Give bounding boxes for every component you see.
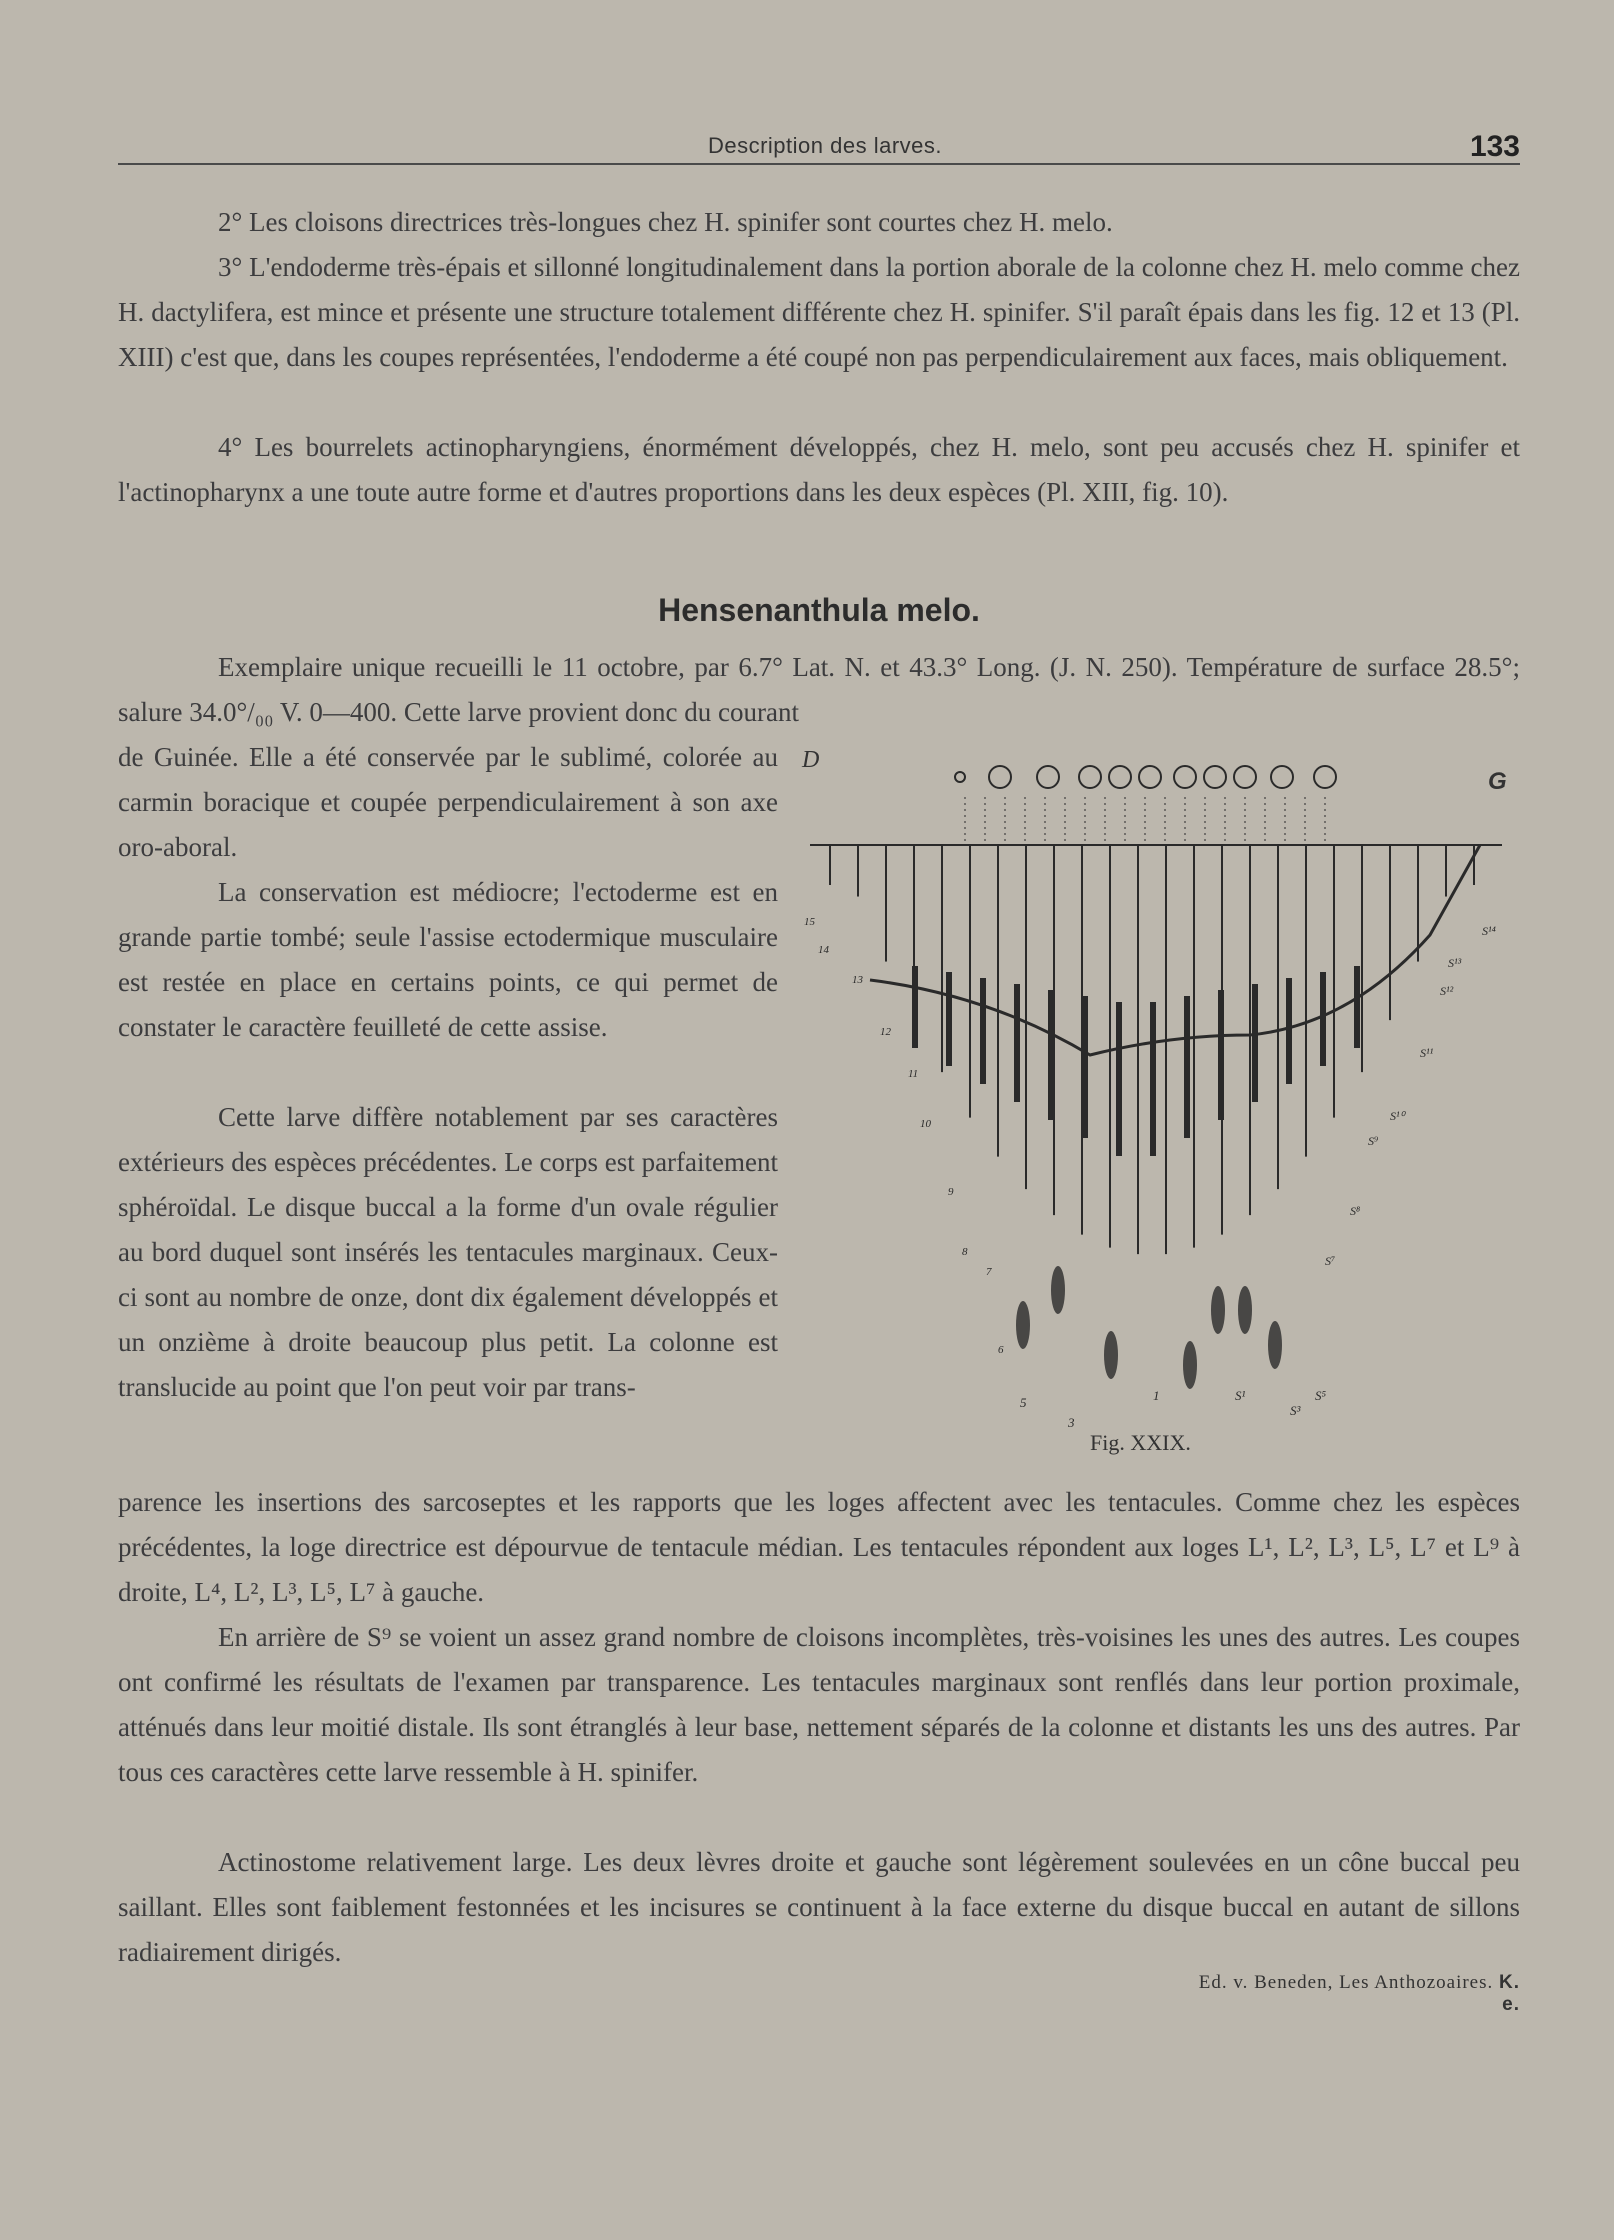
septum-label-bottom: S³	[1290, 1403, 1301, 1418]
septum-label-left: 7	[986, 1266, 992, 1278]
left-column-para-1: de Guinée. Elle a été conservée par le sublimé, colorée au carmin boracique et coupée perpendiculairement à son axe oro-aboral.	[118, 742, 778, 862]
tentacle-blob	[1183, 1341, 1197, 1389]
septum-label-left: 9	[948, 1186, 954, 1198]
septum-label-right: S¹²	[1440, 984, 1454, 998]
header-rule	[118, 163, 1520, 165]
tentacle-blob	[1104, 1331, 1118, 1379]
tentacle-circle	[1037, 766, 1059, 788]
left-column-para-3: Cette larve diffère notablement par ses caractères extérieurs des espèces précédentes. Le corps est parfaitement sphéroïdal. Le disque buccal a la forme d'un ovale régulier au bord duquel sont insérés les tentacules marginaux. Ceux-ci sont au nombre de onze, dont dix également développés et un onzième à droite beaucoup plus petit. La colonne est translucide au point que l'on peut voir par trans-	[118, 1102, 778, 1402]
septum-label-left: 13	[852, 974, 863, 986]
tentacle-blob	[1238, 1286, 1252, 1334]
specimen-paragraph: Exemplaire unique recueilli le 11 octobre, par 6.7° Lat. N. et 43.3° Long. (J. N. 250). Température de surface 28.5°; salure 34.0°/₀₀ V. 0—400. Cette larve provient donc du courant	[118, 652, 1520, 727]
septum-label-right: S⁸	[1350, 1204, 1361, 1218]
tentacle-blob	[1051, 1266, 1065, 1314]
paragraph-point-4: 4° Les bourrelets actinopharyngiens, énormément développés, chez H. melo, sont peu accusés chez H. spinifer et l'actinopharynx a une toute autre forme et d'autres proportions dans les deux espèces (Pl. XIII, fig. 10).	[118, 432, 1520, 507]
tentacle-circle	[955, 772, 965, 782]
septum-label-right: S¹³	[1448, 956, 1462, 970]
paragraph-parence: parence les insertions des sarcoseptes et les rapports que les loges affectent avec les tentacules. Comme chez les espèces précédentes, la loge directrice est dépourvue de tentacule médian. Les tentacules répondent aux loges L¹, L², L³, L⁵, L⁷ et L⁹ à droite, L⁴, L², L³, L⁵, L⁷ à gauche.	[118, 1487, 1520, 1607]
running-head-title: Description des larves.	[707, 133, 943, 158]
tentacle-circle	[1139, 766, 1161, 788]
figure-label-g: G	[1488, 768, 1507, 795]
septum-label-right: S⁹	[1368, 1134, 1379, 1148]
tentacle-circle	[1174, 766, 1196, 788]
figure-xxix	[790, 735, 1520, 1455]
septum-label-left: 14	[818, 944, 829, 956]
septum-label-bottom: 1	[1153, 1388, 1160, 1403]
figure-label-d: D	[802, 747, 820, 773]
septum-label-bottom: S¹	[1235, 1388, 1246, 1403]
tentacle-blob	[1268, 1321, 1282, 1369]
septum-label-left: 12	[880, 1026, 891, 1038]
septum-label-bottom: 5	[1020, 1395, 1027, 1410]
septum-label-left: 8	[962, 1246, 968, 1258]
left-column-para-2: La conservation est médiocre; l'ectoderme est en grande partie tombé; seule l'assise ectodermique musculaire est restée en place en certains points, ce qui permet de constater le caractère feuilleté de cette assise.	[118, 877, 778, 1042]
septum-label-bottom: 3	[1068, 1415, 1075, 1430]
septum-label-left: 10	[920, 1118, 931, 1130]
tentacle-circle	[1109, 766, 1131, 788]
septum-label-left: 11	[908, 1068, 919, 1080]
tentacle-circle	[1271, 766, 1293, 788]
paragraph-actinostome: Actinostome relativement large. Les deux lèvres droite et gauche sont légèrement soulevées en un cône buccal peu saillant. Elles sont faiblement festonnées et les incisures se continuent à la face externe du disque buccal en autant de sillons radiairement dirigés.	[118, 1847, 1520, 1967]
footer-text: Ed. v. Beneden, Les Anthozoaires.	[1198, 1972, 1494, 1993]
tentacle-circle	[989, 766, 1011, 788]
figure-caption: Fig. XXIX.	[1090, 1430, 1191, 1455]
tentacle-blob	[1016, 1301, 1030, 1349]
septum-label-right: S⁷	[1325, 1254, 1336, 1268]
oral-disc-curve	[870, 845, 1480, 1055]
tentacle-circle	[1204, 766, 1226, 788]
tentacle-blob	[1211, 1286, 1225, 1334]
septum-label-bottom: S⁵	[1315, 1388, 1327, 1403]
septum-label-left: 15	[804, 916, 815, 928]
septum-label-left: 6	[998, 1344, 1004, 1356]
tentacle-circle	[1079, 766, 1101, 788]
tentacle-circle	[1314, 766, 1336, 788]
paragraph-point-3: 3° L'endoderme très-épais et sillonné longitudinalement dans la portion aborale de la colonne chez H. melo comme chez H. dactylifera, est mince et présente une structure totalement différente chez H. spinifer. S'il paraît épais dans les fig. 12 et 13 (Pl. XIII) c'est que, dans les coupes représentées, l'endoderme a été coupé non pas perpendiculairement aux faces, mais obliquement.	[118, 252, 1520, 372]
footer-attribution	[1180, 1972, 1520, 2016]
septum-label-right: S¹⁴	[1482, 924, 1496, 938]
page-number: 133	[1469, 130, 1520, 163]
paragraph-en-arriere: En arrière de S⁹ se voient un assez grand nombre de cloisons incomplètes, très-voisines les unes des autres. Les coupes ont confirmé les résultats de l'examen par transparence. Les tentacules marginaux sont renflés dans leur portion proximale, atténués dans leur moitié distale. Ils sont étranglés à leur base, nettement séparés de la colonne et distants les uns des autres. Par tous ces caractères cette larve ressemble à H. spinifer.	[118, 1622, 1520, 1787]
section-heading: Hensenanthula melo.	[658, 592, 980, 628]
paragraph-point-2: 2° Les cloisons directrices très-longues chez H. spinifer sont courtes chez H. melo.	[218, 207, 1113, 237]
septum-label-right: S¹⁰	[1390, 1109, 1405, 1123]
septum-label-right: S¹¹	[1420, 1046, 1434, 1060]
tentacle-circle	[1234, 766, 1256, 788]
footer-signature: K. e.	[1499, 1972, 1520, 2015]
